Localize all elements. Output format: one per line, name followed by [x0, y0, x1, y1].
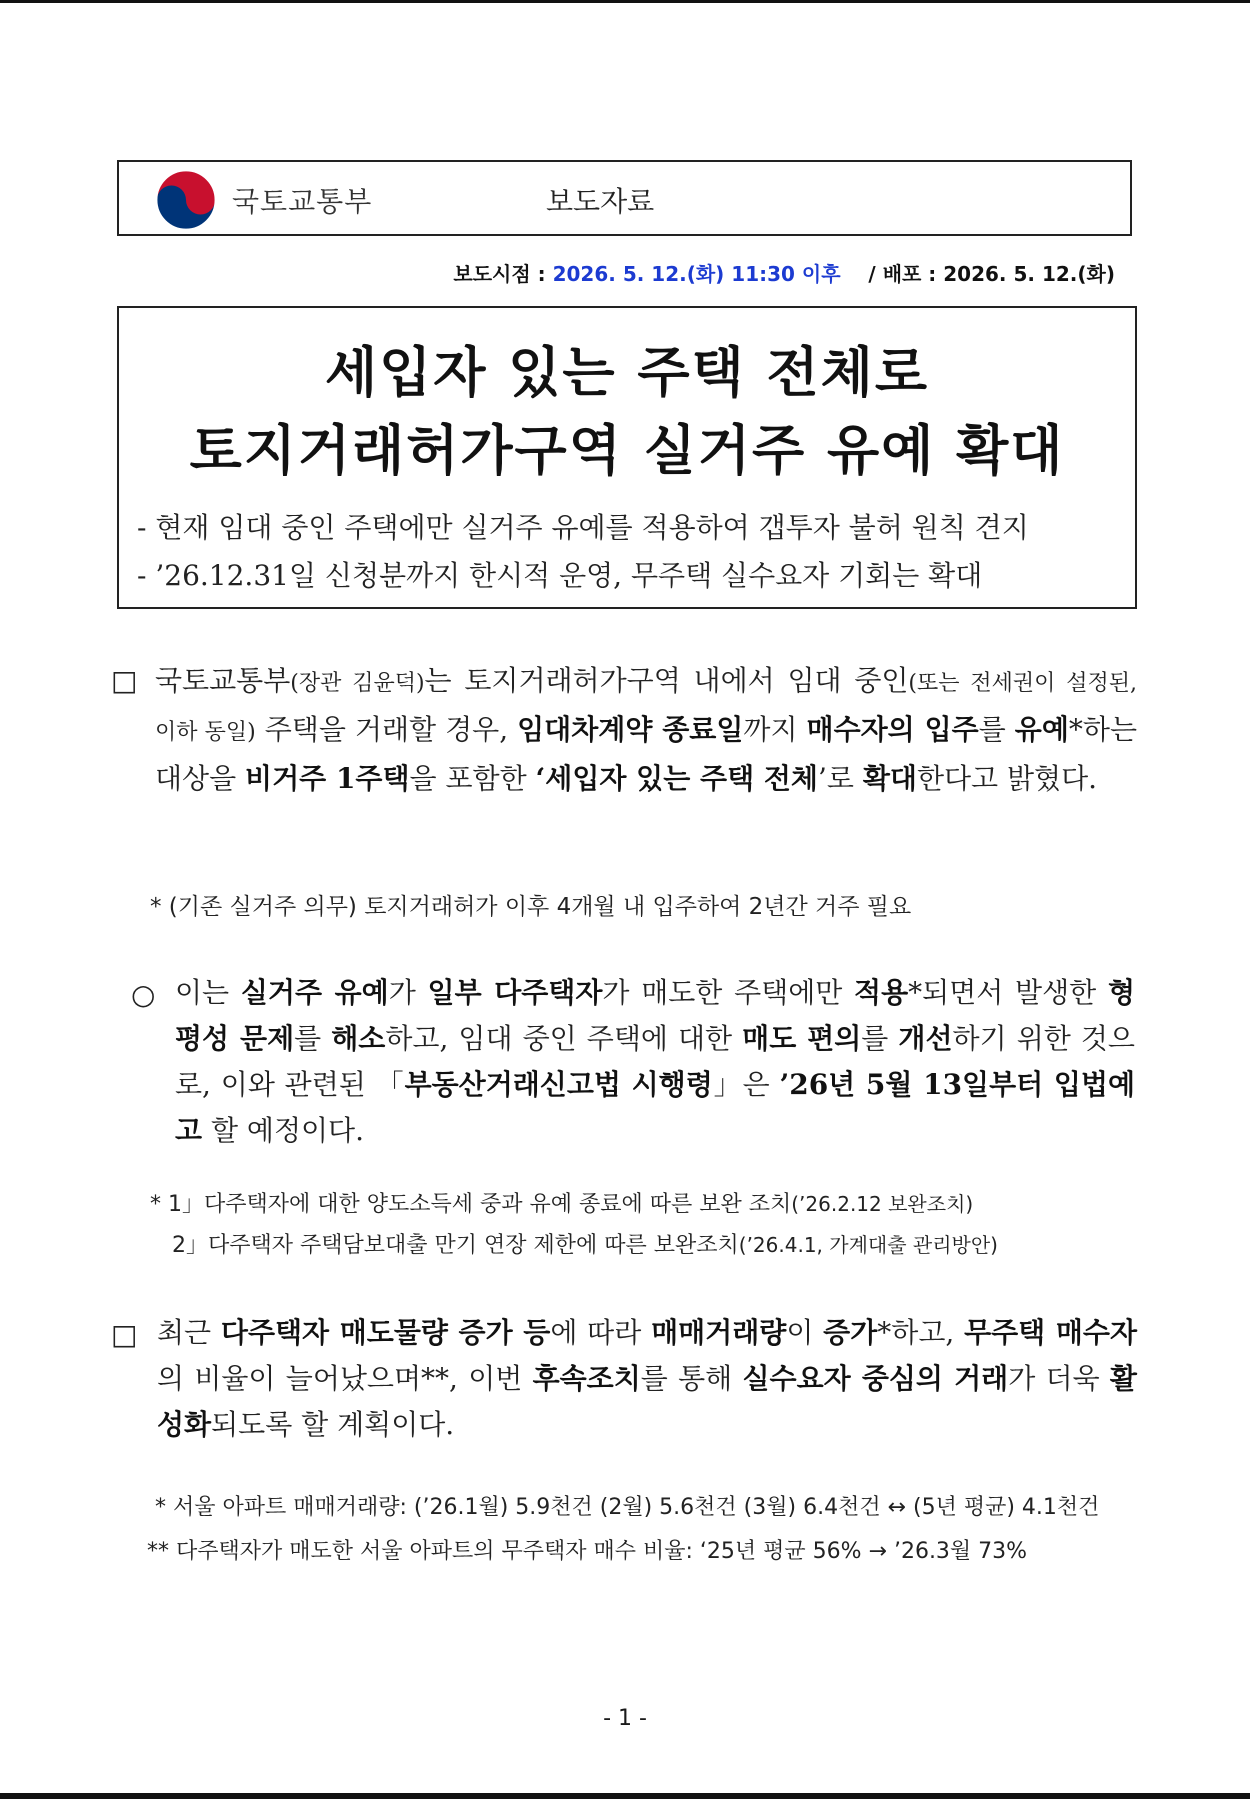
- release-time: 2026. 5. 12.(화) 11:30 이후: [552, 262, 841, 286]
- square-bullet: □: [111, 1318, 138, 1351]
- top-border: [0, 0, 1250, 3]
- page-number: - 1 -: [603, 1706, 647, 1731]
- headline-line-1: 세입자 있는 주택 전체로: [324, 341, 930, 404]
- footnote-3-line-2: ** 다주택자가 매도한 서울 아파트의 무주택자 매수 비율: ‘25년 평균 56% → ’26.3월 73%: [147, 1539, 1028, 1564]
- square-bullet: □: [111, 664, 138, 697]
- paragraph-3: 최근 다주택자 매도물량 증가 등에 따라 매매거래량이 증가*하고, 무주택 매수자의 비율이 늘어났으며**, 이번 후속조치를 통해 실수요자 중심의 거래가 더욱 활성화되도록 할 계획이다.: [157, 1316, 1138, 1441]
- ministry-name: 국토교통부: [232, 185, 373, 218]
- paragraph-1: 국토교통부(장관 김윤덕)는 토지거래허가구역 내에서 임대 중인(또는 전세권이 설정된, 이하 동일) 주택을 거래할 경우, 임대차계약 종료일까지 매수자의 입주를 유예*하는 대상을 비거주 1주택을 포함한 ‘세입자 있는 주택 전체’로 확대한다고 밝혔다.: [155, 664, 1137, 795]
- press-header: [117, 160, 1132, 236]
- document-type: 보도자료: [546, 185, 655, 218]
- government-emblem-icon: [155, 169, 217, 231]
- subheadline-2: - ’26.12.31일 신청분까지 한시적 운영, 무주택 실수요자 기회는 확대: [137, 559, 983, 592]
- bottom-border: [0, 1793, 1250, 1799]
- headline-box: [117, 306, 1137, 609]
- footnote-2-line-2: 2」다주택자 주택담보대출 만기 연장 제한에 따른 보완조치(’26.4.1, 가계대출 관리방안): [172, 1233, 998, 1258]
- footnote-1: * (기존 실거주 의무) 토지거래허가 이후 4개월 내 입주하여 2년간 거주 필요: [150, 894, 912, 920]
- release-info: [453, 258, 1115, 287]
- footnote-3-line-1: * 서울 아파트 매매거래량: (’26.1월) 5.9천건 (2월) 5.6천건 (3월) 6.4천건 ↔ (5년 평균) 4.1천건: [155, 1495, 1100, 1520]
- headline-line-2: 토지거래허가구역 실거주 유예 확대: [189, 419, 1065, 482]
- subheadline-1: - 현재 임대 중인 주택에만 실거주 유예를 적용하여 갭투자 불허 원칙 견지: [137, 511, 1029, 544]
- footnote-2-line-1: * 1」다주택자에 대한 양도소득세 중과 유예 종료에 따른 보완 조치(’26.2.12 보완조치): [150, 1192, 974, 1217]
- circle-bullet: ○: [131, 978, 156, 1011]
- distribution-date: / 배포 : 2026. 5. 12.(화): [868, 262, 1115, 286]
- release-label: 보도시점 :: [453, 262, 553, 286]
- paragraph-2: 이는 실거주 유예가 일부 다주택자가 매도한 주택에만 적용*되면서 발생한 형평성 문제를 해소하고, 임대 중인 주택에 대한 매도 편의를 개선하기 위한 것으로, 이와 관련된 「부동산거래신고법 시행령」은 ’26년 5월 13일부터 입법예고 할 예정이다.: [175, 976, 1136, 1147]
